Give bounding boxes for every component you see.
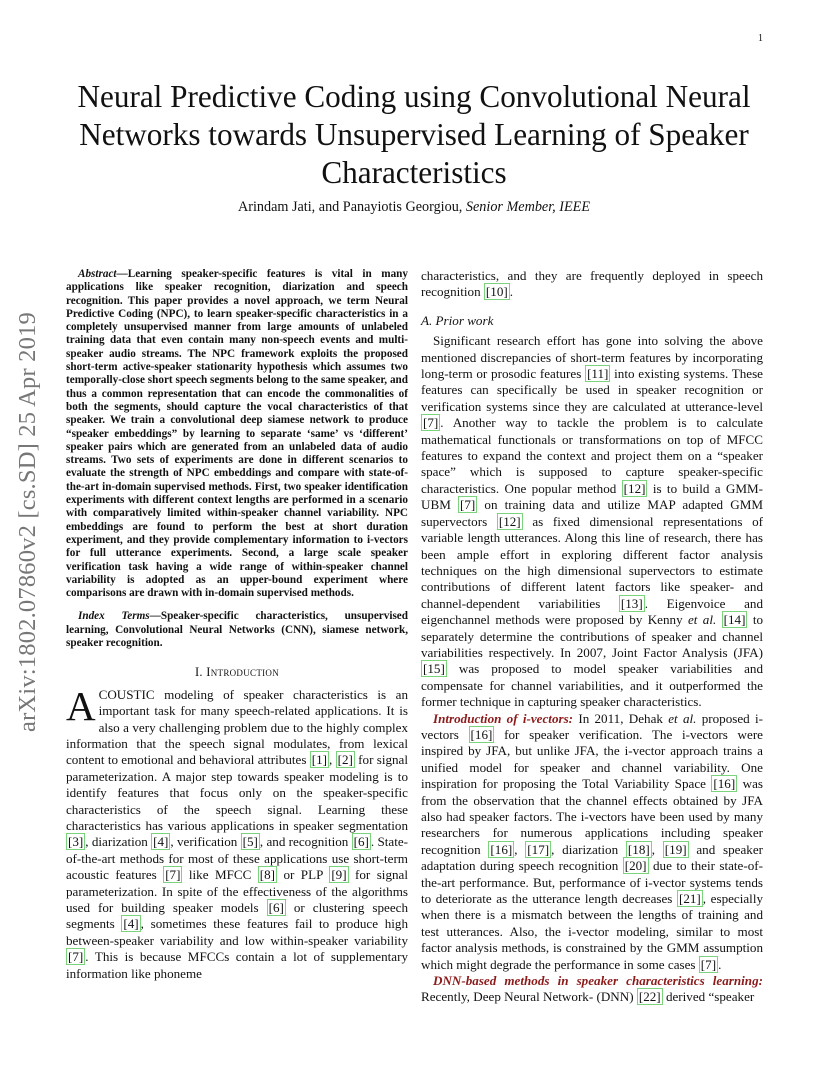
citation-link[interactable]: [15] <box>423 661 445 677</box>
citation-link[interactable]: [22] <box>638 989 661 1005</box>
citation-link[interactable]: [16] <box>713 776 736 792</box>
dnn-paragraph <box>421 973 763 1006</box>
continued-paragraph: characteristics, and they are frequently deployed in speech recognition [10] . <box>421 268 763 300</box>
intro-text: sometimes these features fail to produce high between-speaker variability and low within-speaker variability <box>66 916 408 948</box>
subsection-heading-prior-work: A. Prior work <box>421 312 494 328</box>
citation-link[interactable]: [9] <box>331 867 347 883</box>
left-column <box>66 268 408 982</box>
citation-link[interactable]: [8] <box>259 867 276 883</box>
citation-link[interactable]: [1] <box>311 752 328 768</box>
paper-title: Neural Predictive Coding using Convolutional Neural Networks towards Unsupervised Learning of Speaker Characteristics <box>77 79 751 190</box>
body-text: In 2011, Dehak <box>573 710 669 726</box>
body-text: and speaker adaptation during speech recognition <box>421 841 764 874</box>
run-in-heading-ivectors: Introduction of i-vectors: <box>433 710 574 726</box>
citation-link[interactable]: [7] <box>68 949 84 965</box>
abstract-lead: Abstract <box>78 268 117 280</box>
body-text: especially when there is a mismatch between the lengths of training and test utterances. Also, the i-vector modeling, similar to most factor analysis methods, is constrained by the GMM assumption which might degrade the performance in some cases <box>421 891 764 972</box>
citation-link[interactable]: [12] <box>623 480 646 496</box>
citation-link[interactable]: [14] <box>723 612 746 628</box>
drop-cap: A <box>66 682 96 729</box>
abstract <box>66 268 408 600</box>
citation-link[interactable]: [7] <box>165 867 181 883</box>
citation-link[interactable]: [20] <box>624 858 647 874</box>
citation-link[interactable]: [3] <box>68 834 84 850</box>
citation-link[interactable]: [6] <box>268 900 284 915</box>
intro-paragraph: ACOUSTIC modeling of speaker characteristics is an important task for many speech-related applications. It is also a very challenging problem due to the highly complex information that the speech signal modulates, from lexical content to emotional and behavioral attributes [1] , [2] for signal parameterization. A major step towards speaker modeling is to identify features that focus only on the speaker-specific characteristics of the speech signal. Learning these characteristics has various applications in speaker segmentation [3] , diarization [4] , verification [5] , and recognition [6] . State-of-the-art methods for most of these applications use short-term acoustic features [7] like MFCC [8] or PLP [9] for signal parameterization. In spite of the effectiveness of the algorithms used for building speaker models [6] or clustering speech segments [4] , sometimes these features fail to produce high between-speaker variability and low within-speaker variability [7] . This is because MFCCs contain a lot of supplementary information like phoneme <box>66 682 409 981</box>
index-terms-body: —Speaker-specific characteristics, unsupervised learning, Convolutional Neural Networks (CNN), siamese network, speaker recognition. <box>66 610 408 650</box>
citation-link[interactable]: [4] <box>153 834 169 850</box>
index-terms-lead: Index Terms <box>78 610 150 623</box>
body-text: into existing systems. These features can specifically be used in speaker recognition or verification systems since they are calculated at utterance-level <box>421 366 763 414</box>
body-text: due to their state-of-the-art performance. But, performance of i-vector systems tends to deteriorate as the utterance length decreases <box>421 858 763 907</box>
arxiv-stamp: arXiv:1802.07860v2 [cs.SD] 25 Apr 2019 <box>14 312 41 732</box>
citation-link[interactable]: [4] <box>123 916 139 932</box>
body-text: Eigenvoice and eigenchannel methods were proposed by Kenny <box>421 595 763 628</box>
ivectors-paragraph: Introduction of i-vectors: In 2011, Dehak et al. proposed i-vectors [16] for speaker verification. The i-vectors were inspired by JFA, but unlike JFA, the i-vector approach trains a unified model for speaker and channel variability. One inspiration for proposing the Total Variability Space [16] was from the observation that the channel effects obtained by JFA also had speaker factors. The i-vectors have been used by many researchers for numerous applications including speaker recognition [16] , [17] , diarization [18] , [19] and speaker adaptation during speech recognition [20] due to their state-of-the-art performance. But, performance of i-vector systems tends to deteriorate as the utterance length decreases [21] , especially when there is a mismatch between the lengths of training and test utterances. Also, the i-vector modeling, similar to most factor analysis methods, is constrained by the GMM assumption which might degrade the performance in some cases [7] . <box>421 710 764 972</box>
body-text: diarization <box>562 841 626 857</box>
citation-link[interactable]: [11] <box>587 366 609 382</box>
body-text: for speaker verification. The i-vectors were inspired by JFA, but unlike JFA, the i-vector approach trains a unified model for speaker and channel variability. One inspiration for proposing the Total Variability Space <box>421 726 763 792</box>
body-text: characteristics, and they are frequently deployed in speech recognition <box>421 268 763 300</box>
prior-work-paragraph: Significant research effort has gone into solving the above mentioned discrepancies of short-term features by incorporating long-term or prosodic features [11] into existing systems. These features can specifically be used in speaker recognition or verification systems since they are calculated at utterance-level [7] . Another way to tackle the problem is to calculate mathematical functionals or transformations on top of MFCC features to expand the context and project them on a “speaker space” which is supposed to capture speaker-specific characteristics. One popular method [12] is to build a GMM-UBM [7] on training data and utilize MAP adapted GMM supervectors [12] as fixed dimensional representations of variable length utterances. Along this line of research, there has been ample effort in exploring different factor analysis techniques on the high dimensional supervectors to estimate contributions of different latent factors like speaker- and channel-dependent variabilities [13] . Eigenvoice and eigenchannel methods were proposed by Kenny et al. [14] to separately determine the contributions of speaker and channel variabilities respectively. In 2007, Joint Factor Analysis (JFA) [15] was proposed to model speaker variabilities and compensate for channel variabilities, and it outperformed the former technique in capturing speaker characteristics. <box>421 333 763 710</box>
citation-link[interactable]: [18] <box>627 841 650 857</box>
body-text: on training data and utilize MAP adapted GMM supervectors <box>421 497 763 529</box>
author-names: Arindam Jati, and Panayiotis Georgiou, <box>238 199 466 215</box>
intro-text: This is because MFCCs contain a lot of supplementary information like phoneme <box>66 949 408 981</box>
body-text: was from the observation that the channel effects obtained by JFA also had speaker factors. The i-vectors have been used by many researchers for numerous applications including speaker recognition <box>421 776 763 857</box>
citation-link[interactable]: [17] <box>527 841 550 857</box>
intro-text: COUSTIC modeling of speaker characteristics is an important task for many speech-related applications. It is also a very challenging problem due to the highly complex information that the speech signal modulates, from lexical content to emotional and behavioral attributes <box>66 686 408 768</box>
citation-link[interactable]: [13] <box>620 595 643 611</box>
citation-link[interactable]: [16] <box>470 726 493 742</box>
body-text: derived “speaker <box>662 989 755 1005</box>
et-al: et al. <box>668 710 697 726</box>
citation-link[interactable]: [12] <box>498 513 521 529</box>
intro-text: A major step towards speaker modeling is to identify features that focus only on the speaker-specific characteristics of the speech signal. Learning these characteristics has various applications in speaker segmentation <box>66 768 408 833</box>
body-text: is to build a GMM-UBM <box>421 480 763 513</box>
authors <box>60 199 768 216</box>
body-text: to separately determine the contributions of speaker and channel variabilities respectively. In 2007, Joint Factor Analysis (JFA) <box>421 612 763 660</box>
citation-link[interactable]: [16] <box>490 841 513 857</box>
body-text: proposed i-vectors <box>421 710 763 742</box>
index-terms <box>66 610 408 650</box>
body-text: Recently, Deep Neural Network- (DNN) <box>421 989 637 1005</box>
author-role: Senior Member, IEEE <box>465 199 590 215</box>
et-al: et al. <box>688 612 717 628</box>
citation-link[interactable]: [6] <box>353 834 369 850</box>
page-number: 1 <box>758 33 763 44</box>
run-in-heading-dnn: DNN-based methods in speaker characteristics learning: <box>433 973 763 989</box>
intro-text: State-of-the-art methods for most of these applications use short-term acoustic features <box>66 834 409 883</box>
body-text: Significant research effort has gone into solving the above mentioned discrepancies of short-term features by incorporating long-term or prosodic features <box>421 333 763 382</box>
right-column <box>421 268 763 1006</box>
section-heading-introduction: I. Introduction <box>194 665 280 680</box>
abstract-body: —Learning speaker-specific features is vital in many applications like speaker recognition, diarization and speech recognition. This paper provides a novel approach, we term Neural Predictive Coding (NPC), to learn speaker-specific characteristics in a completely unsupervised manner from large amounts of unlabeled training data that even contain many non-speech events and multi-speaker audio streams. The NPC framework exploits the proposed short-term active-speaker stationarity hypothesis which assumes two temporally-close short speech segments belong to the same speaker, and thus a common representation that can encode the commonalities of both the segments, should capture the vocal characteristics of that speaker. We train a convolutional deep siamese network to produce “speaker embeddings” by learning to separate ‘same’ vs ‘different’ speaker pairs which are generated from an unlabeled data of audio streams. Two sets of experiments are done in different scenarios to evaluate the strength of NPC embeddings and compare with state-of-the-art in-domain supervised methods. First, two speaker identification experiments with different context lengths are performed in a scenario with comparatively limited within-speaker channel variability. NPC embeddings are found to perform the best at short duration experiment, and they provide complementary information to i-vectors for full utterance experiments. Second, a large scale speaker verification task having a wide range of within-speaker channel variability is adopted as an upper-bound experiment where comparisons are drawn with in-domain supervised methods. <box>66 268 408 600</box>
body-text: as fixed dimensional representations of variable length utterances. Along this line of research, there has been ample effort in exploring different factor analysis techniques on the high dimensional supervectors to estimate contributions of different latent factors like speaker- and channel-dependent variabilities <box>421 513 763 611</box>
citation-link[interactable]: [7] <box>700 956 717 972</box>
citation-link[interactable]: [7] <box>423 415 439 431</box>
citation-link[interactable]: [7] <box>459 497 476 513</box>
citation-link[interactable]: [19] <box>664 841 687 857</box>
citation-link[interactable]: [5] <box>242 834 258 850</box>
citation-link[interactable]: [2] <box>337 752 353 768</box>
body-text: Another way to tackle the problem is to calculate mathematical functionals or transformations on top of MFCC features to expand the context and project them on a “speaker space” which is supposed to capture speaker-specific characteristics. One popular method <box>421 415 763 496</box>
intro-text: In spite of the effectiveness of the algorithms used for building speaker models <box>66 883 409 915</box>
citation-link[interactable]: [21] <box>678 891 701 907</box>
body-text: was proposed to model speaker variabilities and compensate for channel variabilities, and it outperformed the former technique in capturing speaker characteristics. <box>421 661 763 710</box>
citation-link[interactable]: [10] <box>485 284 508 300</box>
